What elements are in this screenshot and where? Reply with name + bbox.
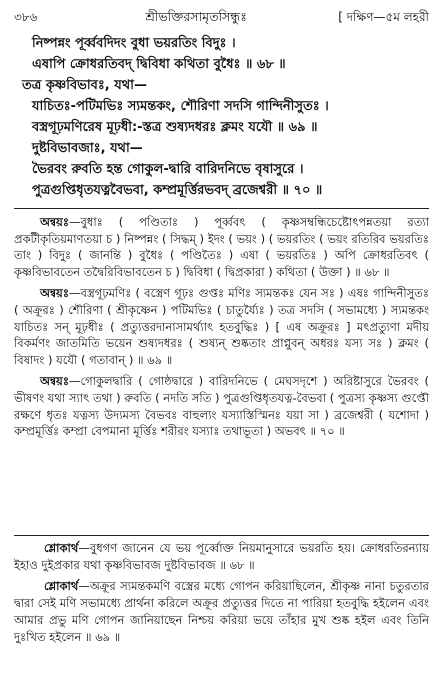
anvaya-paragraph: অন্বয়ঃ—বুধাঃ ( পণ্ডিতাঃ ) পূর্ব্ববৎ ( কৃষ্ণসম্বন্ধিচেষ্টোৎপন্নতয়া রত্যা প্রকটীকৃতিয়মাণতয়া চ ) নিষ্পন্নং ( সিদ্ধম্ ) ইদং ( ভয়ং ) ( ভয়রতিং ( ভয়ং রতিরিব ভয়রতিঃ তাং ) বিদুঃ ( জানন্তি ) বুধৈঃ ( পণ্ডিতৈঃ ) এষা ( ভয়রতিঃ ) অপি ক্রোধরতিবৎ ( কৃষ্ণবিভাবতেন তদ্বৈরিবিভাবতেন চ ) দ্বিবিধা ( দ্বিপ্রকারা ) কথিতা ( উক্তা ) ॥ ৬৮ ॥ bbox=[14, 215, 429, 279]
section-label: [ দক্ষিণ—৫ম লহরী bbox=[338, 10, 429, 24]
anvaya-section bbox=[14, 214, 429, 445]
translation-paragraph: শ্লোকার্থ—অক্রূর স্যমন্তকমণি বস্ত্রের মধ্যে গোপন করিয়াছিলেন, শ্রীকৃষ্ণ নানা চতুরতার দ্বারা সেই মণি সভামধ্যে প্রার্থনা করিলে অক্রূর প্রত্যুত্তর দিতে না পারিয়া হতবুদ্ধি হইলেন এবং আমার প্রভু মণি গোপন জানিয়াছেন নিশ্চয় করিয়া ভয়ে তাঁহার মুখ শুষ্ক হইল এবং তিনি দুঃখিত হইলেন ॥ ৬৯ ॥ bbox=[14, 579, 429, 644]
verse-line: পুত্রগুপ্তিধৃতযত্নবৈভবা, কম্প্রমূর্ত্তিরভবদ্ ব্রজেশ্বরী ॥ ৭০ ॥ bbox=[32, 183, 323, 198]
sanskrit-verses bbox=[22, 33, 429, 201]
verse-subheading: দুষ্টবিভাবজাঃ, যথা— bbox=[32, 141, 143, 156]
translation-section bbox=[14, 540, 429, 650]
anvaya-paragraph: অন্বয়ঃ—বস্ত্রগূঢ়মণিঃ ( বস্ত্রেণ গূঢ়ঃ গুপ্তঃ মণিঃ স্যমন্তকঃ যেন সঃ ) এষঃ গান্দিনীসুতঃ ( অক্রূরঃ ) শৌরিণা ( শ্রীকৃষ্ণেন ) পটিমভিঃ ( চাতুর্য্যৈঃ ) তত্র সদসি ( সভামধ্যে ) স্যমন্তকং যাচিতঃ সন্ মূঢ়ধীঃ ( প্রত্যুত্তরদানাসামর্থ্যাৎ হতবুদ্ধিঃ ) [ এষ অক্রূরঃ ] মৎপ্রত্যুণা মদীয় বিকর্মণং জাতমিতি ভয়েন শুষ্যদধরঃ ( শুষ্যন্ শুষ্কতাং প্রাপ্নুবন্ অধরঃ যস্য সঃ ) ক্লমং ( বিষাদং ) যযৌ ( গতাবান্ ) ॥ ৬৯ ॥ bbox=[14, 286, 429, 367]
translation-label: শ্লোকার্থ bbox=[44, 579, 79, 593]
anvaya-label: অন্বয়ঃ bbox=[40, 374, 69, 389]
page-number: ৩৮৬ bbox=[14, 10, 38, 24]
anvaya-label: অন্বয়ঃ bbox=[40, 286, 69, 301]
anvaya-paragraph: অন্বয়ঃ—গোকুলদ্বারি ( গোষ্ঠদ্বারে ) বারিদনিভে ( মেঘসদৃশে ) অরিষ্টাসুরে ভৈরবং ( ভীষণং যথা স্যাৎ তথা ) রুবতি ( নদতি সতি ) পুত্রগুপ্তিধৃতযত্ন-বৈভবা ( পুত্রস্য কৃষ্ণস্য গুপ্তৌ রক্ষণে ধৃতঃ যত্নস্য উদ্যমস্য বৈভবঃ বাহুল্যং যস্যাস্তিস্মিনঃ যয়া সা ) ব্রজেশ্বরী ( যশোদা ) কম্প্রমূর্ত্তিঃ কম্প্রা বেপমানা মূর্ত্তিঃ শরীরং যস্যাঃ তথাভূতা ) অভবৎ ॥ ৭০ ॥ bbox=[14, 374, 429, 439]
translation-paragraph: শ্লোকার্থ—বুধগণ জানেন যে ভয় পূর্ব্বোক্ত নিয়মানুসারে ভয়রতি হয়। ক্রোধরতিরন্যায় ইহাও দুইপ্রকার যথা কৃষ্ণবিভাবজ দুষ্টবিভাবজ ॥ ৬৮ ॥ bbox=[14, 541, 429, 572]
divider bbox=[14, 535, 429, 536]
verse-line: যাচিতঃ-পটিমভিঃ স্যমন্তকং, শৌরিণা সদসি গান্দিনীসুতঃ । bbox=[32, 99, 329, 114]
verse-line: এষাপি ক্রোধরতিবদ্ দ্বিবিধা কথিতা বুধৈঃ ॥ ৬৮ ॥ bbox=[32, 57, 286, 72]
verse-subheading: তত্র কৃষ্ণবিভাবঃ, যথা— bbox=[22, 78, 147, 93]
divider bbox=[14, 208, 429, 209]
page-header bbox=[14, 8, 429, 30]
translation-label: শ্লোকার্থ bbox=[44, 541, 79, 555]
running-title: শ্রীভক্তিরসামৃতসিন্ধুঃ bbox=[145, 9, 247, 24]
verse-line: বস্ত্রগূঢ়মণিরেষ মূঢ়ধী:-স্তত্র শুষ্যদধরঃ ক্লমং যযৌ ॥ ৬৯ ॥ bbox=[32, 120, 318, 135]
verse-line: ভৈরবং রুবতি হন্ত গোকুল-দ্বারি বারিদনিভে বৃষাসুরে । bbox=[32, 162, 304, 177]
verse-line: নিষ্পন্নং পূর্ব্ববদিদং বুধা ভয়রতিং বিদুঃ । bbox=[32, 36, 236, 51]
anvaya-label: অন্বয়ঃ bbox=[40, 215, 69, 229]
